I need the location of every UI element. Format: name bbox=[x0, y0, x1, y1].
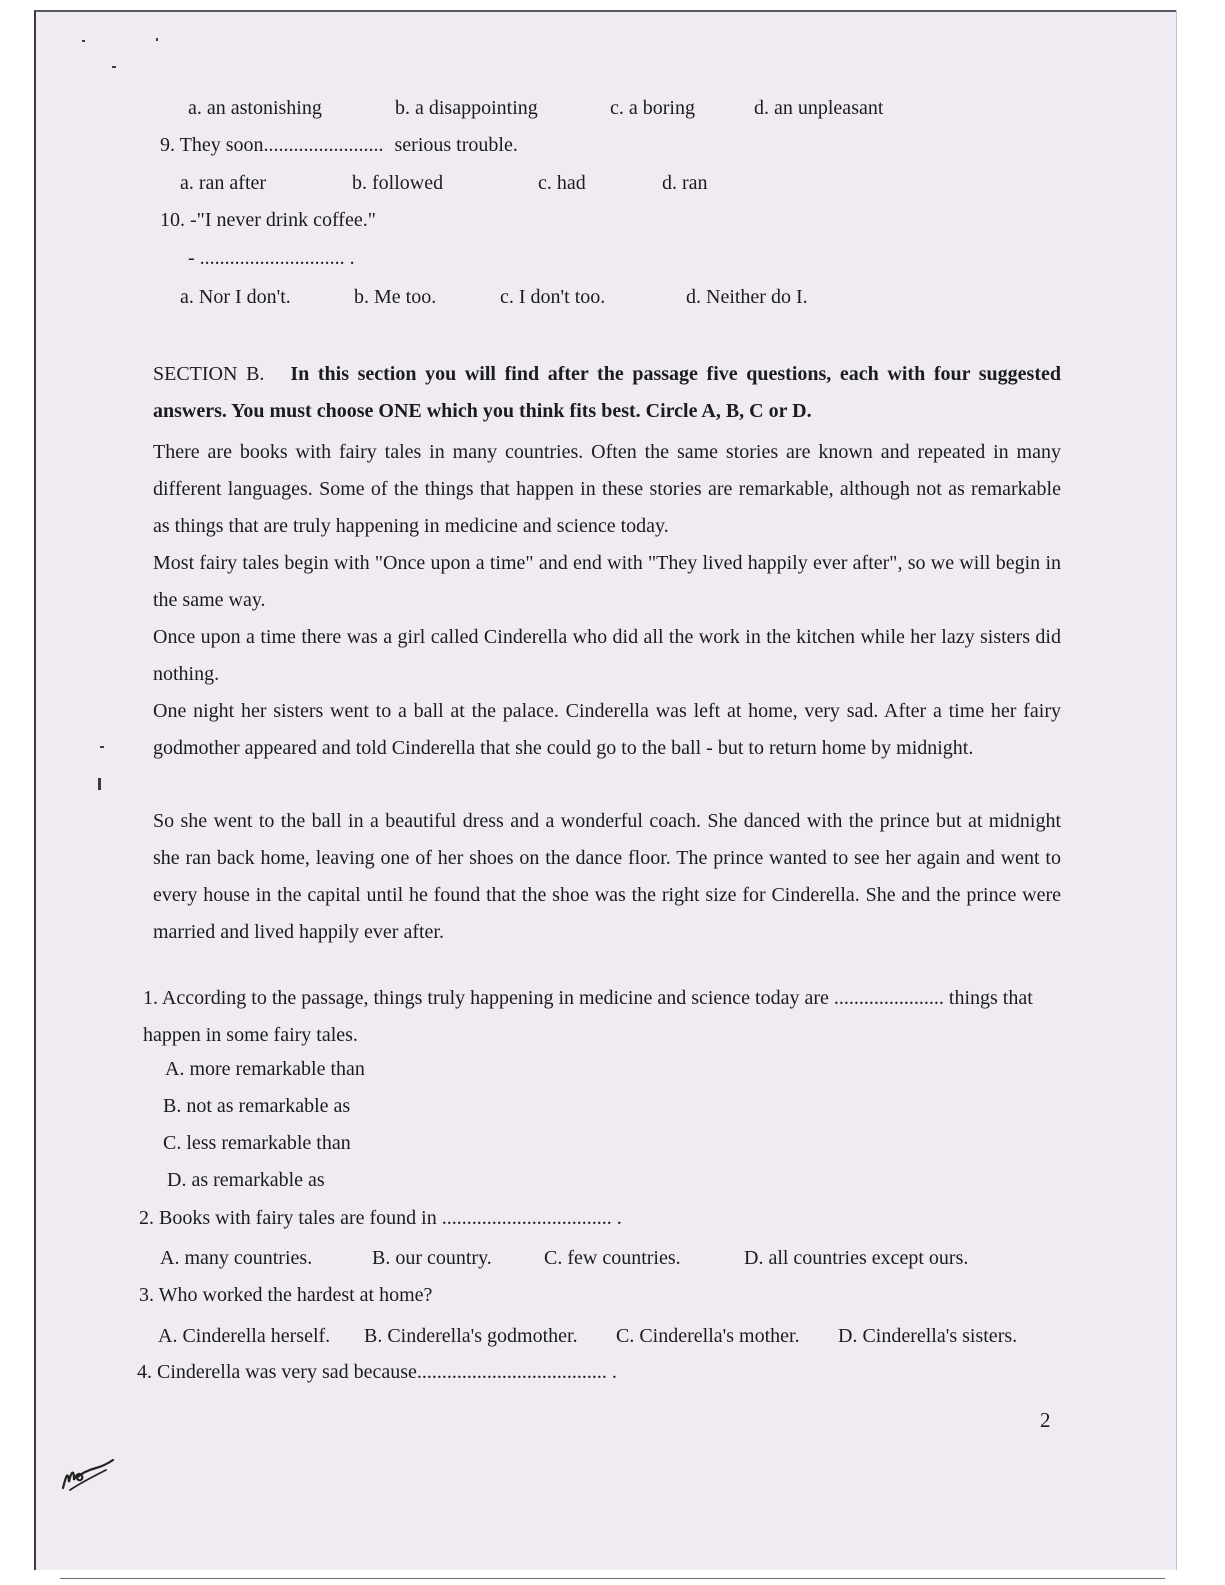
question-3: 3. Who worked the hardest at home? bbox=[139, 1284, 433, 1306]
section-label: SECTION B. bbox=[153, 363, 265, 385]
option[interactable]: D. Cinderella's sisters. bbox=[838, 1325, 1018, 1347]
option[interactable]: d. ran bbox=[662, 172, 708, 194]
option[interactable]: c. had bbox=[538, 172, 586, 194]
option[interactable]: C. less remarkable than bbox=[163, 1132, 351, 1154]
option[interactable]: A. many countries. bbox=[160, 1247, 313, 1269]
option[interactable]: C. Cinderella's mother. bbox=[616, 1325, 800, 1347]
scan-speck bbox=[156, 38, 158, 41]
question-1: 1. According to the passage, things truly happening in medicine and science today are ...................... things that happen in some fairy tales. bbox=[143, 987, 1033, 1046]
page-number: 2 bbox=[1040, 1408, 1051, 1432]
option[interactable]: c. a boring bbox=[610, 97, 695, 119]
option[interactable]: b. Me too. bbox=[354, 286, 437, 308]
option[interactable]: A. more remarkable than bbox=[165, 1058, 365, 1080]
passage-paragraph: There are books with fairy tales in many countries. Often the same stories are known and repeated in many different languages. Some of the things that happen in these stories are remarkable, although not as remarkable as things that are truly happening in medicine and science today. bbox=[153, 441, 1061, 537]
option[interactable]: B. Cinderella's godmother. bbox=[364, 1325, 578, 1347]
scan-speck bbox=[98, 778, 101, 790]
scan-speck bbox=[112, 66, 116, 68]
page-edge bbox=[1176, 10, 1177, 1570]
passage-paragraph: Once upon a time there was a girl called Cinderella who did all the work in the kitchen while her lazy sisters did nothing. bbox=[153, 626, 1061, 685]
option[interactable]: A. Cinderella herself. bbox=[158, 1325, 331, 1347]
option[interactable]: b. a disappointing bbox=[395, 97, 538, 119]
question-10: 10. -"I never drink coffee." bbox=[160, 209, 376, 231]
q2-options bbox=[160, 1246, 1020, 1272]
option[interactable]: B. our country. bbox=[372, 1247, 492, 1269]
option[interactable]: D. all countries except ours. bbox=[744, 1247, 969, 1269]
handwritten-initials bbox=[60, 1458, 115, 1496]
section-instruction: In this section you will find after the passage five questions, each with four suggested answers. You must choose ONE which you think fits best. Circle A, B, C or D. bbox=[153, 363, 1061, 422]
passage-paragraph: One night her sisters went to a ball at the palace. Cinderella was left at home, very sad. After a time her fairy godmother appeared and told Cinderella that she could go to the ball - but to return home by midnight. bbox=[153, 700, 1061, 759]
question-stem: 9. They soon bbox=[160, 134, 264, 156]
option[interactable]: a. Nor I don't. bbox=[180, 286, 291, 308]
option[interactable]: a. an astonishing bbox=[188, 97, 322, 119]
option[interactable]: B. not as remarkable as bbox=[163, 1095, 351, 1117]
q9-options bbox=[180, 171, 740, 197]
option[interactable]: D. as remarkable as bbox=[167, 1169, 325, 1191]
answer-blank[interactable]: ........................ bbox=[263, 134, 384, 156]
q8-options bbox=[188, 96, 928, 122]
q3-options bbox=[158, 1324, 1048, 1350]
passage-paragraph: So she went to the ball in a beautiful dress and a wonderful coach. She danced with the prince but at midnight she ran back home, leaving one of her shoes on the dance floor. The prince wanted to see her again and went to every house in the capital until he found that the shoe was the right size for Cinderella. She and the prince were married and lived happily ever after. bbox=[153, 810, 1061, 943]
q10-options bbox=[180, 285, 860, 311]
question-4: 4. Cinderella was very sad because...................................... . bbox=[137, 1361, 617, 1383]
question-9 bbox=[160, 133, 518, 157]
option[interactable]: c. I don't too. bbox=[500, 286, 606, 308]
passage-paragraph: Most fairy tales begin with "Once upon a time" and end with "They lived happily ever after", so we will begin in the same way. bbox=[153, 552, 1061, 611]
bottom-rule bbox=[60, 1578, 1165, 1579]
option[interactable]: a. ran after bbox=[180, 172, 267, 194]
option[interactable]: d. an unpleasant bbox=[754, 97, 884, 119]
question-stem-end: serious trouble. bbox=[394, 134, 518, 156]
scan-speck bbox=[100, 746, 104, 748]
section-b-instructions bbox=[153, 356, 1061, 430]
scan-speck bbox=[82, 40, 85, 42]
answer-blank[interactable]: - ............................. . bbox=[188, 247, 355, 269]
option[interactable]: d. Neither do I. bbox=[686, 286, 808, 308]
option[interactable]: b. followed bbox=[352, 172, 444, 194]
question-2: 2. Books with fairy tales are found in .................................. . bbox=[139, 1207, 622, 1229]
option[interactable]: C. few countries. bbox=[544, 1247, 681, 1269]
